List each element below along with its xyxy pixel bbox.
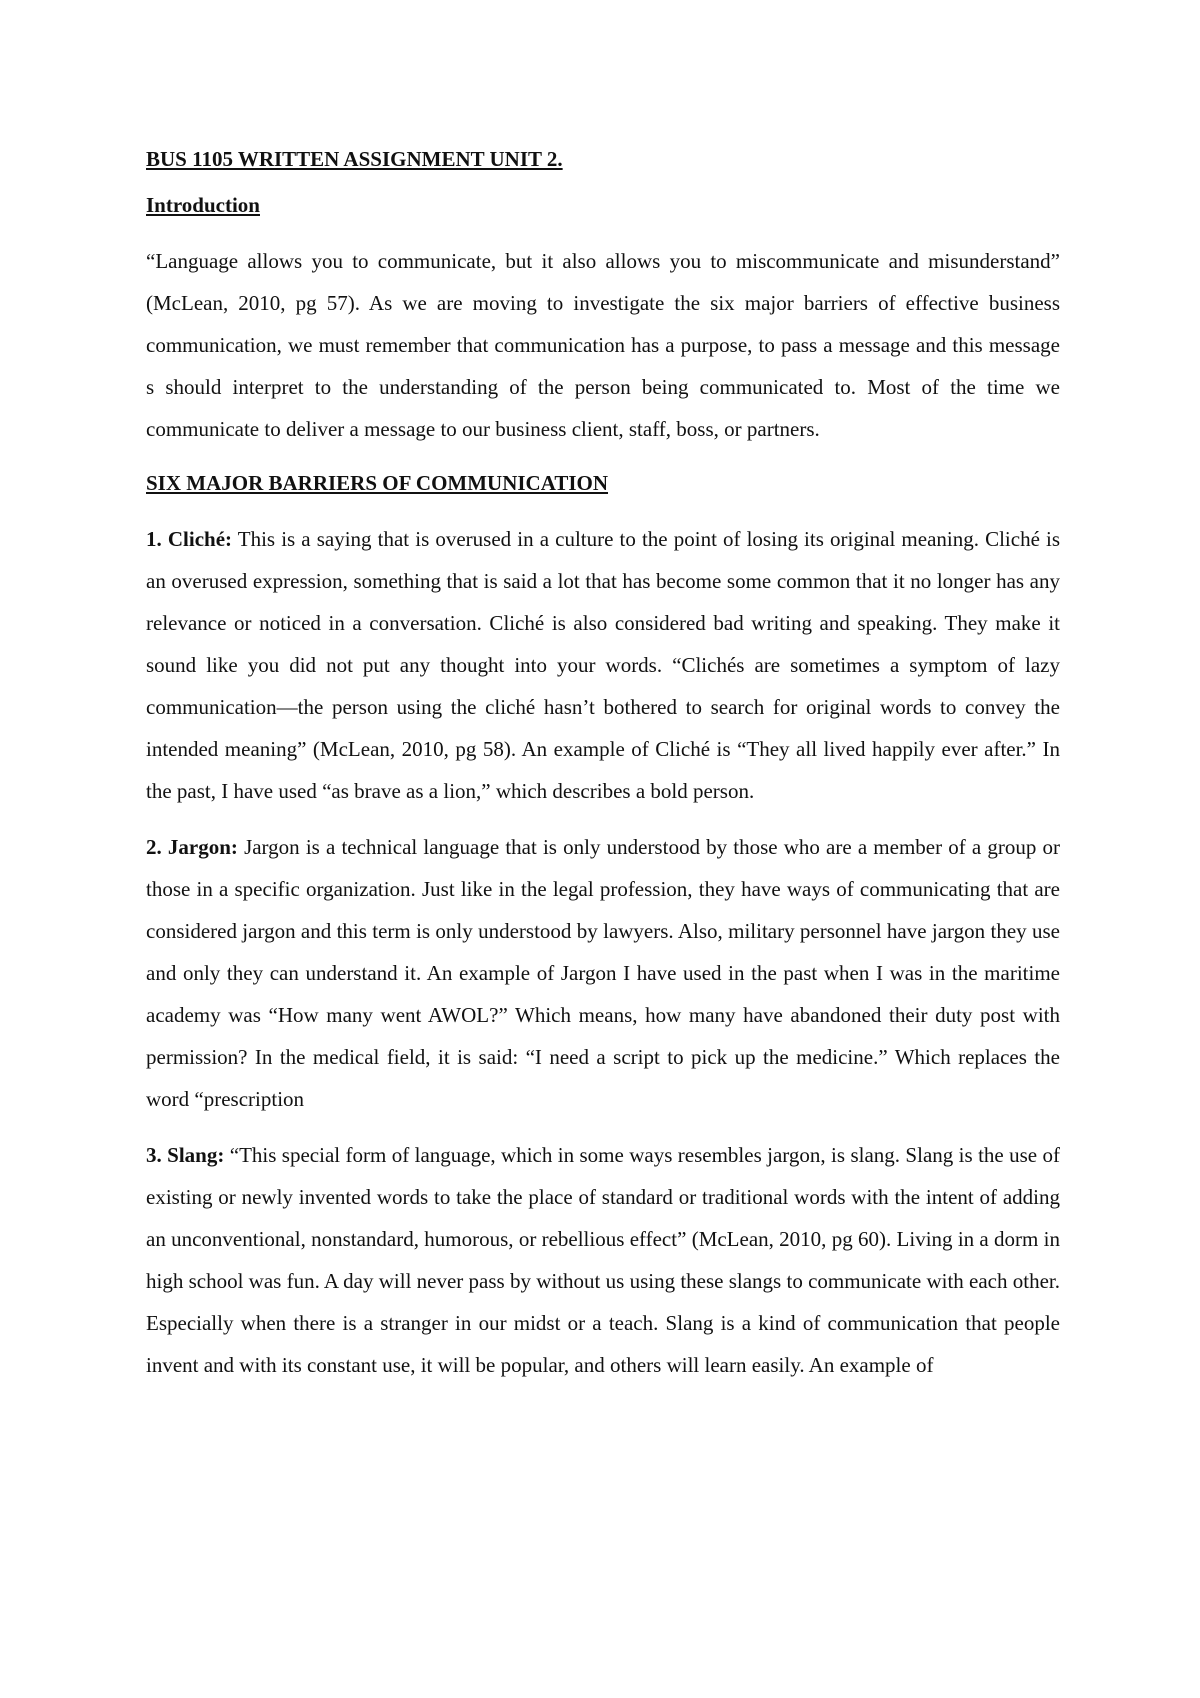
barrier-text: “This special form of language, which in some ways resembles jargon, is slang. Slang is the use of existing or newly invented words to take the place of standard or traditional words with the intent of adding an unconventional, nonstandard, humorous, or rebellious effect” (McLean, 2010, pg 60). Living in a dorm in high school was fun. A day will never pass by without us using these slangs to communicate with each other. Especially when there is a stranger in our midst or a teach. Slang is a kind of communication that people invent and with its constant use, it will be popular, and others will learn easily. An example of [146, 1143, 1061, 1377]
barrier-number: 2. [146, 835, 162, 859]
barriers-section-heading: SIX MAJOR BARRIERS OF COMMUNICATION [146, 471, 609, 495]
barrier-cliche-paragraph [146, 518, 1060, 812]
barrier-slang-paragraph [146, 1134, 1060, 1386]
barrier-term: Jargon: [167, 835, 238, 859]
introduction-heading: Introduction [146, 193, 260, 217]
document-body [146, 142, 1060, 1400]
barrier-term: Cliché: [167, 527, 233, 551]
barrier-text: Jargon is a technical language that is only understood by those who are a member of a group or those in a specific organization. Just like in the legal profession, they have ways of communicating that are considered jargon and this term is only understood by lawyers. Also, military personnel have jargon they use and only they can understand it. An example of Jargon I have used in the past when I was in the maritime academy was “How many went AWOL?” Which means, how many have abandoned their duty post with permission? In the medical field, it is said: “I need a script to pick up the medicine.” Which replaces the word “prescription [146, 835, 1060, 1111]
barrier-text: This is a saying that is overused in a culture to the point of losing its original meaning. Cliché is an overused expression, something that is said a lot that has become some common that it no longer has any relevance or noticed in a conversation. Cliché is also considered bad writing and speaking. They make it sound like you did not put any thought into your words. “Clichés are sometimes a symptom of lazy communication—the person using the cliché hasn’t bothered to search for original words to convey the intended meaning” (McLean, 2010, pg 58). An example of Cliché is “They all lived happily ever after.” In the past, I have used “as brave as a lion,” which describes a bold person. [146, 527, 1061, 803]
barrier-term: Slang: [167, 1143, 225, 1167]
introduction-paragraph: “Language allows you to communicate, but it also allows you to miscommunicate and misunderstand” (McLean, 2010, pg 57). As we are moving to investigate the six major barriers of effective business communication, we must remember that communication has a purpose, to pass a message and this message s should interpret to the understanding of the person being communicated to. Most of the time we communicate to deliver a message to our business client, staff, boss, or partners. [146, 249, 1060, 441]
barrier-jargon-paragraph [146, 826, 1060, 1120]
page-title: BUS 1105 WRITTEN ASSIGNMENT UNIT 2. [146, 147, 563, 171]
barrier-number: 3. [146, 1143, 162, 1167]
barrier-number: 1. [146, 527, 162, 551]
